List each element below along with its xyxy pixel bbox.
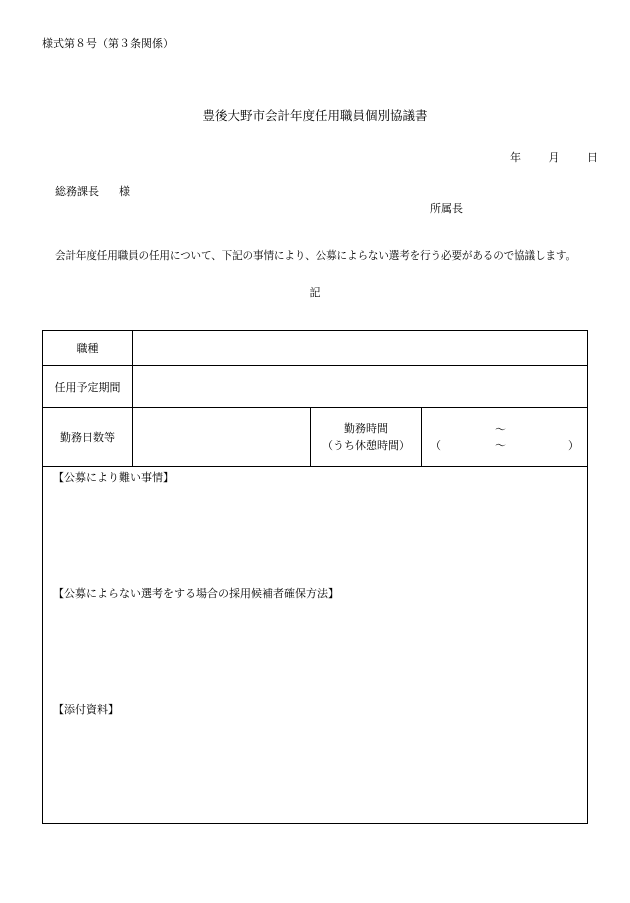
section-candidate-method: 【公募によらない選考をする場合の採用候補者確保方法】: [53, 587, 339, 600]
job-type-field[interactable]: [133, 331, 587, 365]
tilde-start: ～: [495, 423, 506, 436]
work-hours-field[interactable]: [422, 408, 587, 466]
period-field[interactable]: [133, 366, 587, 407]
work-hours-label: [311, 408, 421, 466]
section-attachments: 【添付資料】: [53, 703, 119, 716]
honorific: 様: [119, 185, 130, 198]
addressee: [55, 183, 130, 199]
work-days-label: 勤務日数等: [60, 431, 115, 444]
job-type-label: 職種: [76, 342, 99, 355]
addressee-title: 総務課長: [55, 185, 99, 198]
date-day: 日: [587, 151, 598, 164]
body-text: 会計年度任用職員の任用について、下記の事情により、公募によらない選考を行う必要があるので協議します。: [55, 250, 576, 262]
section-difficult-reason: 【公募により難い事情】: [53, 471, 174, 484]
row-divider: [43, 466, 587, 467]
paren-open: （: [430, 439, 441, 452]
form-number: 様式第８号（第３条関係）: [42, 37, 174, 50]
document-title: 豊後大野市会計年度任用職員個別協議書: [202, 108, 428, 123]
work-hours-label-text: 勤務時間: [344, 422, 388, 435]
period-label: 任用予定期間: [54, 380, 121, 394]
break-time-label: （うち休憩時間）: [322, 439, 410, 452]
sender: 所属長: [430, 202, 463, 215]
ki-heading: 記: [309, 286, 321, 299]
paren-close: ）: [568, 439, 579, 452]
form-table: [42, 330, 588, 824]
work-days-field[interactable]: [133, 408, 310, 466]
tilde-break: ～: [495, 439, 506, 452]
date-month: 月: [548, 151, 560, 164]
date-line: [510, 149, 598, 165]
date-year: 年: [510, 151, 521, 164]
